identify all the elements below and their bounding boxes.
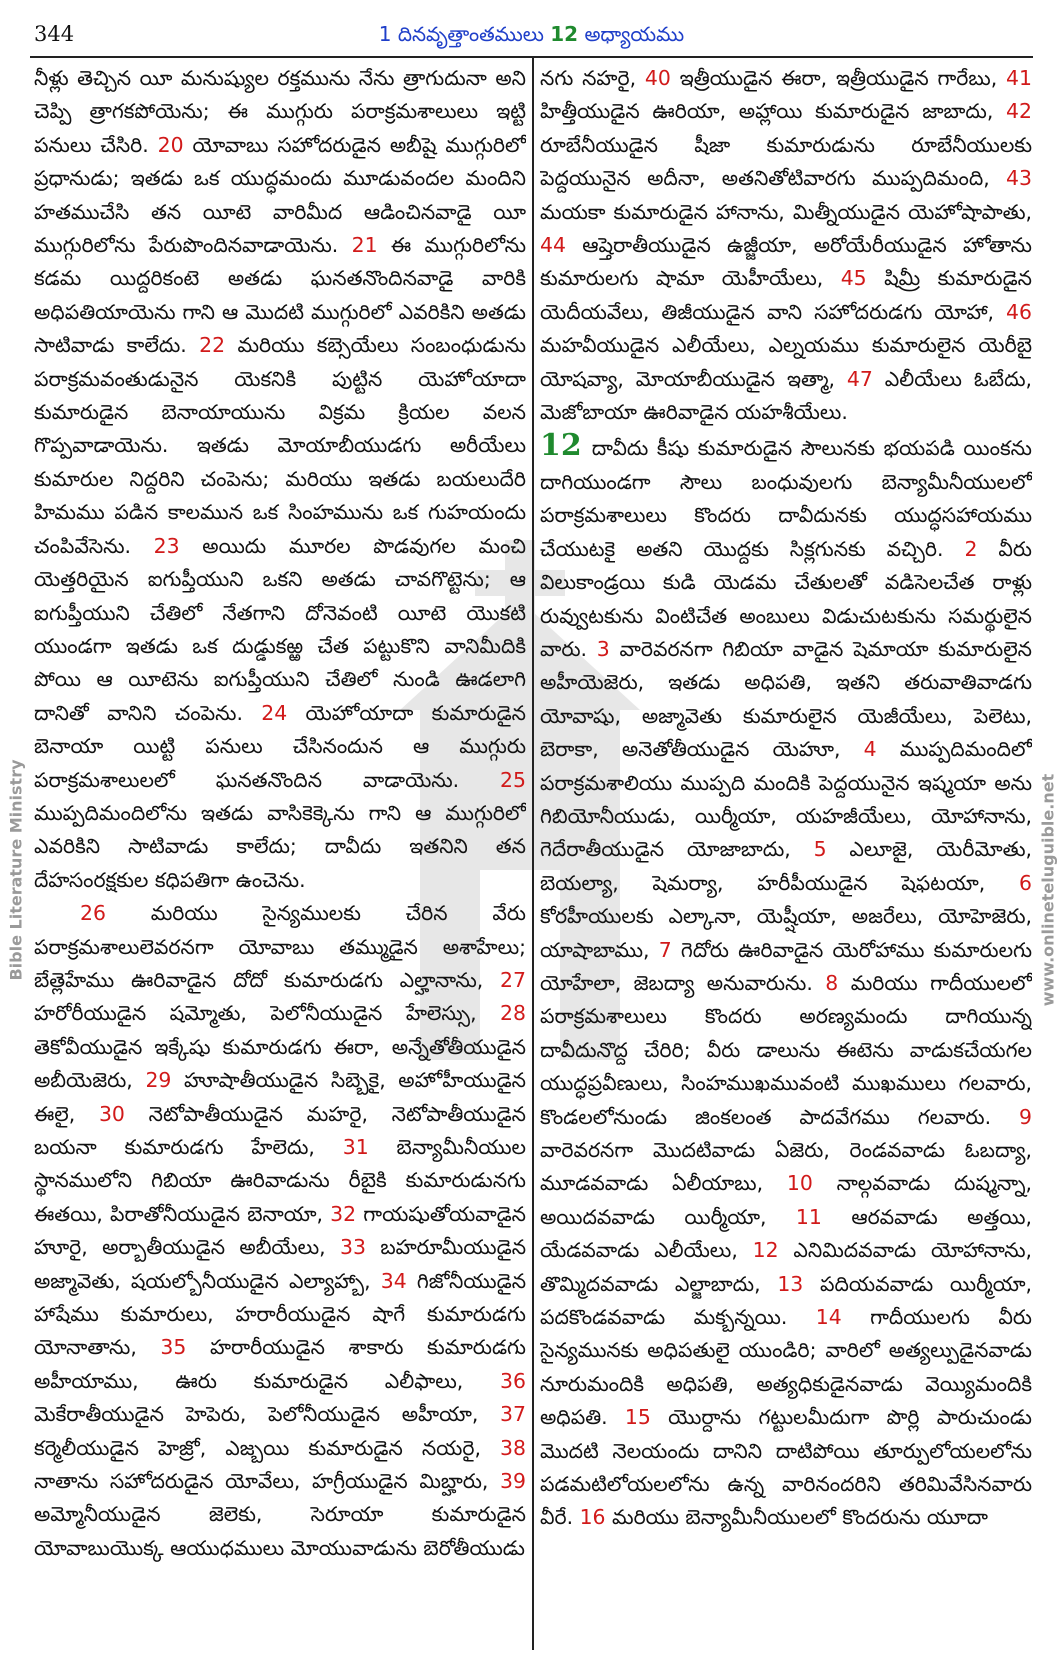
- verse-number: 6: [1019, 870, 1032, 895]
- verse-text: కోరహీయులకు ఎల్కానా, యెష్షీయా, అజరేలు, యోహెజెరు, యాషాబాము,: [540, 904, 1032, 962]
- paragraph: [34, 897, 526, 1565]
- verse-number: 39: [500, 1469, 526, 1494]
- chapter-word: అధ్యాయము: [584, 22, 685, 46]
- verse-text: వీరు విలుకాండ్రయి కుడి యెడమ చేతులతో వడిసెలచేత రాళ్లు రువ్వుటకును వింటిచేత అంబులు విడుచుటకును సమర్థులైన వారు.: [540, 536, 1032, 661]
- verse-number: 29: [145, 1068, 172, 1093]
- verse-text: అయిదు మూరల పొడవుగల మంచి యెత్తరియైన ఐగుప్తీయుని ఒకని అతడు చావగొట్టెను; ఆ ఐగుప్తీయుని చేతిలో నేతగాని దోనెవంటి యీటె యొకటి యుండగా ఇతడు ఒక దుడ్డుకఱ్ఱ చేత పట్టుకొని వానిమీదికి పోయి ఆ యీటెను ఐగుప్తీయుని చేతిలో నుండి ఊడలాగి దానితో వానిని చంపెను.: [34, 533, 526, 725]
- verse-number: 5: [813, 837, 827, 862]
- verse-text: తెకోవీయుడైన ఇక్కేషు కుమారుడగు ఈరా, అన్నేతోతీయుడైన అబీయెజెరు,: [34, 1034, 526, 1093]
- verse-text: హిత్తీయుడైన ఊరియా, అహ్లాయి కుమారుడైన జాబాదు,: [540, 99, 1007, 124]
- verse-number: 7: [658, 937, 672, 962]
- verse-text: మయకా కుమారుడైన హానాను, మిత్నీయుడైన యెహోషాపాతు,: [540, 199, 1032, 224]
- verse-number: 23: [153, 533, 180, 558]
- verse-number: 4: [863, 737, 877, 762]
- verse-text: అమ్మోనీయుడైన జెలెకు, సెరూయా కుమారుడైన యోవాబుయొక్క ఆయుధములు మోయువాడును బెరోతీయుడు: [34, 1502, 526, 1560]
- paragraph: [34, 62, 526, 897]
- verse-number: 38: [500, 1435, 526, 1460]
- verse-text: నాతాను సహోదరుడైన యోవేలు, హగ్రీయుడైన మిబ్హారు,: [34, 1469, 501, 1494]
- verse-text: దావీదు కీషు కుమారుడైన సౌలునకు భయపడి యింకను దాగియుండగా సౌలు బంధువులగు బెన్యామీనీయులలో పరాక్రమశాలులు కొందరు దావీదునకు యుద్ధసహాయము చేయుటకై అతని యొద్దకు సిక్లగునకు వచ్చిరి.: [540, 436, 1032, 561]
- verse-text: వారెవరనగా మొదటివాడు ఏజెరు, రెండవవాడు ఓబద్యా, మూడవవాడు ఏలీయాబు,: [540, 1138, 1032, 1196]
- verse-number: 20: [157, 132, 184, 157]
- verse-number: 41: [1006, 66, 1032, 90]
- page-number: 344: [34, 22, 75, 46]
- verse-text: నీళ్లు తెచ్చిన యీ మనుష్యుల రక్తమును నేను త్రాగుదునా అని చెప్పి త్రాగకపోయెను; ఈ ముగ్గురు పరాక్రమశాలులు ఇట్టి పనులు చేసిరి.: [34, 66, 526, 157]
- verse-text: హరోరీయుడైన షమ్మోతు, పెలోనీయుడైన హేలెస్సు,: [34, 1001, 501, 1026]
- verse-number: 47: [846, 366, 873, 391]
- verse-number: 30: [98, 1101, 125, 1126]
- verse-number: 28: [500, 1001, 526, 1026]
- verse-number: 8: [825, 970, 839, 995]
- paragraph: [540, 429, 1032, 1534]
- left-column: [34, 62, 526, 1652]
- verse-number: 9: [1019, 1104, 1032, 1129]
- paragraph: [540, 62, 1032, 429]
- verse-number: 2: [964, 536, 978, 561]
- verse-number: 24: [261, 700, 288, 725]
- verse-text: మరియు కబ్సెయేలు సంబంధుడును పరాక్రమవంతుడునైన యెకనికి పుట్టిన యెహోయాదా కుమారుడైన బెనాయాయును విక్రమ క్రియల వలన గొప్పవాడాయెను. ఇతడు మోయాబీయుడగు అరీయేలు కుమారుల నిద్దరిని చంపెను; మరియు ఇతడు బయలుదేరి హిమము పడిన కాలమున ఒక సింహమును ఒక గుహయందు చంపివేసెను.: [34, 333, 526, 558]
- verse-text: ముప్పదిమందిలో పరాక్రమశాలియు ముప్పది మందికి పెద్దయునైన ఇష్మయా అను గిబియోనీయుడు, యిర్మీయా, యహజీయేలు, యోహానాను, గెదేరాతీయుడైన యోజాబాదు,: [540, 737, 1032, 862]
- verse-text: నెటోపాతీయుడైన మహరై, నెటోపాతీయుడైన బయనా కుమారుడగు హేలెదు,: [34, 1101, 526, 1159]
- verse-text: ఎలూజై, యెరీమోతు, బెయల్యా, షెమర్యా, హరీపీయుడైన షెఫటయా,: [540, 837, 1032, 895]
- verse-number: 37: [500, 1402, 526, 1427]
- verse-number: 31: [342, 1135, 369, 1159]
- ministry-label: Bible Literature Ministry: [6, 759, 26, 981]
- verse-number: 25: [500, 767, 526, 792]
- verse-text: గాదీయులగు వీరు సైన్యమునకు అధిపతులై యుండిరి; వారిలో అత్యల్పుడైనవాడు నూరుమందికి అధిపతి, అత్యధికుడైనవాడు వెయ్యిమందికి అధిపతి.: [540, 1305, 1032, 1430]
- verse-text: మరియు బెన్యామీనీయులలో కొందరును యూదా: [605, 1505, 988, 1530]
- verse-text: మహవీయుడైన ఎలీయేలు, ఎల్నయము కుమారులైన యెరీబై యోషవ్యా, మోయాబీయుడైన ఇత్మా,: [540, 333, 1032, 391]
- verse-text: ముప్పదిమందిలోను ఇతడు వాసికెక్కెను గాని ఆ ముగ్గురిలో ఎవరికిని సాటివాడు కాలేదు; దావీదు ఇతనిని తన దేహసంరక్షకుల కధిపతిగా ఉంచెను.: [34, 800, 526, 892]
- verse-text: ఇత్రీయుడైన ఈరా, ఇత్రీయుడైన గారేబు,: [670, 66, 1007, 90]
- verse-text: ఎలీయేలు ఓబేదు, మెజోబాయా ఊరివాడైన యహశీయేలు.: [540, 366, 1032, 425]
- verse-text: నగు నహరై,: [540, 66, 645, 90]
- side-label-right: [1036, 760, 1060, 1020]
- verse-text: ఆరవవాడు అత్తయి, యేడవవాడు ఎలీయేలు,: [540, 1204, 1032, 1263]
- verse-number: 3: [596, 636, 610, 661]
- verse-text: షిమ్రీ కుమారుడైన యెదీయవేలు, తిజీయుడైన వాని సహోదరుడగు యోహా,: [540, 266, 1032, 324]
- running-head: [0, 22, 1063, 51]
- verse-text: రూబేనీయుడైన షీజా కుమారుడును రూబేనీయులకు పెద్దయునైన అదీనా, అతనితోటివారగు ముప్పదిమంది,: [540, 132, 1032, 191]
- verse-text: ఆష్తెరాతీయుడైన ఉజ్జీయా, అరోయేరీయుడైన హోతాను కుమారులగు షామా యెహీయేలు,: [540, 233, 1032, 291]
- side-label-left: [4, 760, 28, 980]
- verse-number: 45: [840, 266, 867, 291]
- chapter-number: 12: [550, 22, 579, 46]
- verse-number: 15: [624, 1405, 651, 1430]
- verse-number: 42: [1006, 99, 1032, 124]
- verse-text: ఎనిమిదవవాడు యోహానాను, తొమ్మిదవవాడు ఎల్జాబాదు,: [540, 1238, 1032, 1296]
- verse-text: హూషాతీయుడైన సిబ్బెకై, అహోహీయుడైన ఈలై,: [34, 1068, 526, 1126]
- verse-text: మరియు గాదీయులలో పరాక్రమశాలులు కొందరు అరణ్యమందు దాగియున్న దావీదునొద్ద చేరిరి; వీరు డాలును ఈటెను వాడుకచేయగల యుద్ధప్రవీణులు, సింహముఖమువంటి ముఖములు గలవారు, కొండలలోనుండు జింకలంత పాదవేగము గలవారు.: [540, 970, 1032, 1129]
- verse-number: 32: [330, 1201, 357, 1226]
- verse-number: 36: [500, 1368, 526, 1393]
- verse-number: 35: [160, 1335, 187, 1360]
- verse-text: గిజోనీయుడైన హాషేము కుమారులు, హరారీయుడైన షాగే కుమారుడగు యోనాతాను,: [34, 1268, 526, 1360]
- verse-text: నాల్గవవాడు దుష్మన్నా, అయిదవవాడు యిర్మీయా,: [540, 1171, 1032, 1229]
- column-divider: [532, 58, 534, 1650]
- book-title: 1 దినవృత్తాంతములు: [378, 22, 544, 46]
- verse-text: బహరూమీయుడైన అజ్మావెతు, షయల్బోనీయుడైన ఎల్యాహ్బా,: [34, 1235, 526, 1293]
- verse-text: గాయషుతోయవాడైన హూరై, అర్బాతీయుడైన అబీయేలు,: [34, 1201, 526, 1260]
- verse-text: యోవాబు సహోదరుడైన అబీషై ముగ్గురిలో ప్రధానుడు; ఇతడు ఒక యుద్ధమందు మూడువందల మందిని హతముచేసి తన యీటె వారిమీద ఆడించినవాడై యీ ముగ్గురిలోను పేరుపొందినవాడాయెను.: [34, 132, 526, 258]
- verse-text: పదియవవాడు యిర్మీయా, పదకొండవవాడు మక్బన్నయి.: [540, 1271, 1032, 1330]
- verse-number: 13: [777, 1271, 804, 1296]
- verse-text: హరారీయుడైన శాకారు కుమారుడగు అహీయాము, ఊరు కుమారుడైన ఎలీఫాలు,: [34, 1335, 526, 1393]
- verse-number: 21: [351, 233, 378, 258]
- chapter-drop-number: 12: [540, 428, 582, 464]
- verse-text: బెన్యామీనీయుల స్థానములోని గిబియా ఊరివాడును రీబైకి కుమారుడునగు ఈతయి, పిరాతోనీయుడైన బెనాయా,: [34, 1135, 526, 1226]
- verse-number: 11: [795, 1204, 822, 1229]
- verse-number: 26: [80, 901, 106, 926]
- verse-number: 43: [1006, 166, 1032, 191]
- verse-text: గెదోరు ఊరివాడైన యెరోహాము కుమారులగు యోహేలా, జెబద్యా అనువారును.: [540, 937, 1032, 995]
- verse-number: 33: [340, 1235, 366, 1260]
- verse-number: 27: [500, 967, 526, 992]
- verse-text: మరియు సైన్యములకు చేరిన వేరు పరాక్రమశాలులెవరనగా యోవాబు తమ్ముడైన అశాహేలు; బేత్లెహేము ఊరివాడైన దోదో కుమారుడగు ఎల్హానాను,: [34, 901, 526, 992]
- verse-number: 14: [815, 1305, 842, 1330]
- verse-text: ఈ ముగ్గురిలోను కడమ యిద్దరికంటె అతడు ఘనతనొందినవాడై వారికి అధిపతియాయెను గాని ఆ మొదటి ముగ్గురిలో ఎవరికిని అతడు సాటివాడు కాలేదు.: [34, 233, 526, 358]
- right-column: [540, 62, 1032, 1652]
- verse-number: 22: [199, 333, 226, 358]
- verse-number: 10: [786, 1171, 813, 1196]
- verse-text: మెకేరాతీయుడైన హెపెరు, పెలోనీయుడైన అహీయా,: [34, 1402, 501, 1427]
- verse-number: 40: [644, 66, 671, 90]
- verse-text: యెహోయాదా కుమారుడైన బెనాయా యిట్టి పనులు చేసినందున ఆ ముగ్గురు పరాక్రమశాలులలో ఘనతనొందిన వాడాయెను.: [34, 700, 526, 792]
- verse-text: వారెవరనగా గిబియా వాడైన షెమాయా కుమారులైన అహీయెజెరు, ఇతడు అధిపతి, ఇతని తరువాతివాడగు యోవాషు, అజ్మావెతు కుమారులైన యెజీయేలు, పెలెటు, బెరాకా, అనెతోతీయుడైన యెహూ,: [540, 636, 1032, 762]
- verse-number: 44: [540, 233, 566, 258]
- verse-number: 12: [752, 1238, 779, 1263]
- verse-number: 34: [380, 1268, 407, 1293]
- verse-text: కర్మెలీయుడైన హెజ్రో, ఎజ్బయి కుమారుడైన నయరై,: [34, 1435, 501, 1460]
- website-label: www.onlineteluguible.net: [1038, 773, 1058, 1007]
- verse-number: 46: [1006, 299, 1032, 324]
- verse-number: 16: [579, 1505, 606, 1530]
- verse-text: యొర్దాను గట్టులమీదుగా పొర్లి పారుచుండు మొదటి నెలయందు దానిని దాటిపోయి తూర్పులోయలలోను పడమటిలోయలలోను ఉన్న వారినందరిని తరిమివేసినవారు వీరే.: [540, 1405, 1032, 1530]
